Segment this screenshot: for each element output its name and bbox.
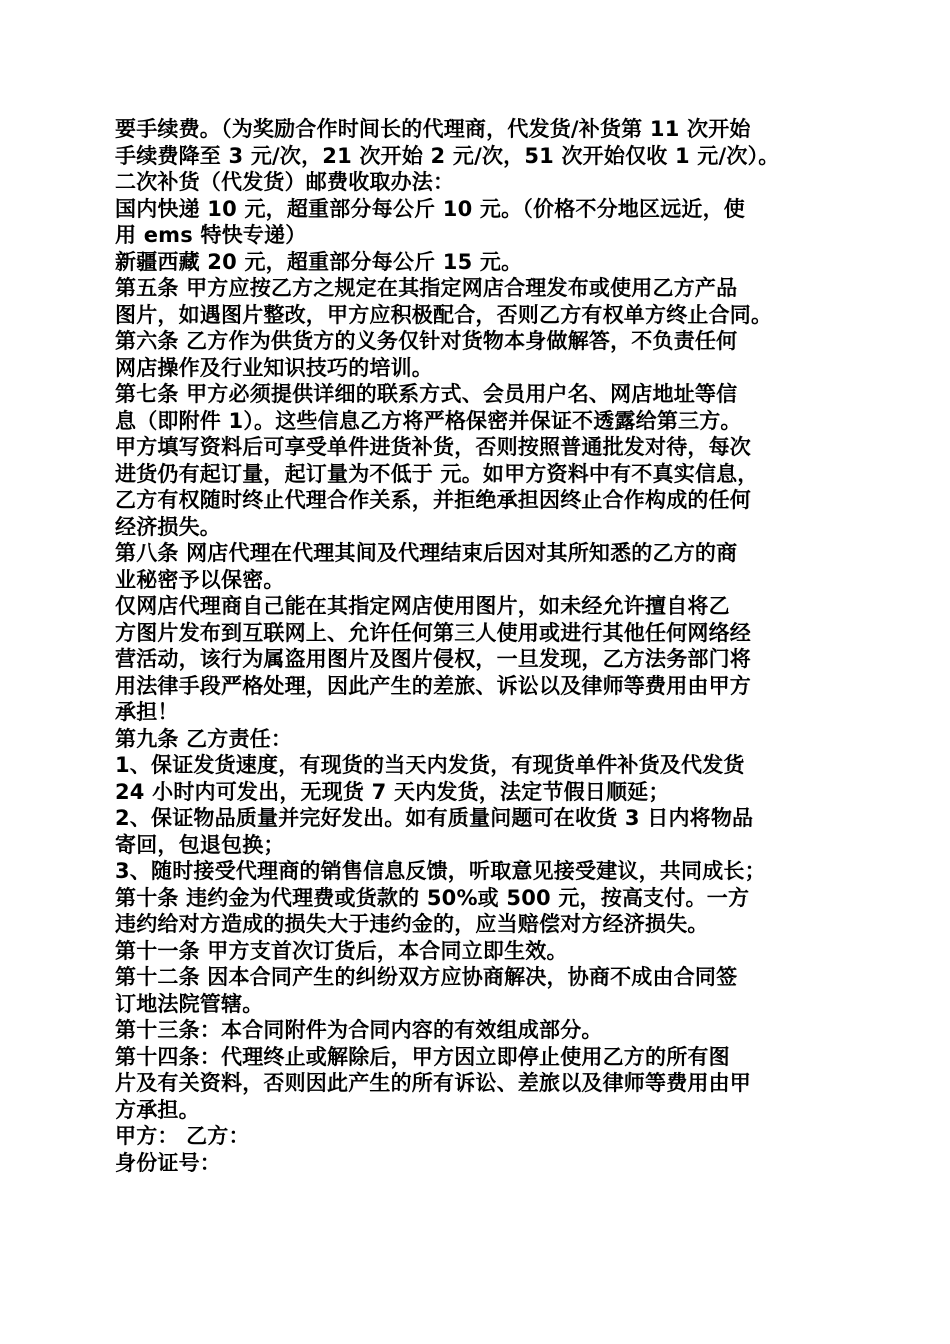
text-line: 图片，如遇图片整改，甲方应积极配合，否则乙方有权单方终止合同。 — [115, 302, 773, 327]
text-line: 第十条 违约金为代理费或货款的 50%或 500 元，按高支付。一方 — [115, 885, 750, 910]
text-line: 息（即附件 1）。这些信息乙方将严格保密并保证不透露给第三方。 — [115, 408, 742, 433]
text-line: 24 小时内可发出，无现货 7 天内发货，法定节假日顺延； — [115, 779, 670, 804]
text-line: 营活动，该行为属盗用图片及图片侵权，一旦发现，乙方法务部门将 — [115, 647, 751, 671]
text-line: 仅网店代理商自己能在其指定网店使用图片，如未经允许擅自将乙 — [115, 594, 730, 618]
text-line: 方承担。 — [115, 1097, 200, 1122]
text-line: 身份证号： — [115, 1150, 221, 1175]
text-line: 第十二条 因本合同产生的纠纷双方应协商解决，协商不成由合同签 — [115, 965, 738, 989]
text-line: 第九条 乙方责任： — [115, 726, 293, 751]
text-line: 二次补货（代发货）邮费收取办法： — [115, 170, 455, 194]
text-line: 第六条 乙方作为供货方的义务仅针对货物本身做解答，不负责任何 — [115, 329, 738, 353]
contract-text-body — [115, 116, 850, 1176]
text-line: 2、保证物品质量并完好发出。如有质量问题可在收货 3 日内将物品 — [115, 806, 754, 830]
text-line: 国内快递 10 元，超重部分每公斤 10 元。（价格不分地区远近，使 — [115, 196, 745, 221]
text-line: 第八条 网店代理在代理其间及代理结束后因对其所知悉的乙方的商 — [115, 541, 738, 565]
text-line: 乙方有权随时终止代理合作关系，并拒绝承担因终止合作构成的任何 — [115, 488, 751, 512]
text-line: 用 ems 特快专递） — [115, 223, 307, 247]
text-line: 第十四条：代理终止或解除后，甲方因立即停止使用乙方的所有图 — [115, 1044, 730, 1069]
text-line: 第七条 甲方必须提供详细的联系方式、会员用户名、网店地址等信 — [115, 382, 738, 406]
text-line: 订地法院管辖。 — [115, 991, 264, 1016]
text-line: 要手续费。（为奖励合作时间长的代理商，代发货/补货第 11 次开始 — [115, 117, 751, 141]
text-line: 承担！ — [115, 700, 179, 724]
text-line: 违约给对方造成的损失大于违约金的，应当赔偿对方经济损失。 — [115, 912, 709, 936]
text-line: 1、保证发货速度，有现货的当天内发货，有现货单件补货及代发货 — [115, 753, 745, 777]
text-line: 片及有关资料，否则因此产生的所有诉讼、差旅以及律师等费用由甲 — [115, 1071, 751, 1095]
text-line: 第五条 甲方应按乙方之规定在其指定网店合理发布或使用乙方产品 — [115, 276, 738, 300]
text-line: 方图片发布到互联网上、允许任何第三人使用或进行其他任何网络经 — [115, 620, 751, 645]
text-line: 经济损失。 — [115, 514, 221, 539]
text-line: 第十一条 甲方支首次订货后，本合同立即生效。 — [115, 938, 568, 963]
text-line: 寄回，包退包换； — [115, 832, 285, 857]
text-line: 甲方： 乙方： — [115, 1124, 250, 1148]
text-line: 用法律手段严格处理，因此产生的差旅、诉讼以及律师等费用由甲方 — [115, 673, 751, 698]
text-line: 新疆西藏 20 元，超重部分每公斤 15 元。 — [115, 249, 523, 274]
text-line: 第十三条：本合同附件为合同内容的有效组成部分。 — [115, 1018, 603, 1042]
text-line: 网店操作及行业知识技巧的培训。 — [115, 355, 433, 380]
text-line: 手续费降至 3 元/次，21 次开始 2 元/次，51 次开始仅收 1 元/次）。 — [115, 143, 780, 168]
text-line: 进货仍有起订量，起订量为不低于 元。如甲方资料中有不真实信息， — [115, 461, 759, 486]
text-line: 3、随时接受代理商的销售信息反馈，听取意见接受建议，共同成长； — [115, 859, 766, 883]
text-line: 业秘密予以保密。 — [115, 567, 285, 592]
text-line: 甲方填写资料后可享受单件进货补货，否则按照普通批发对待，每次 — [115, 435, 751, 459]
